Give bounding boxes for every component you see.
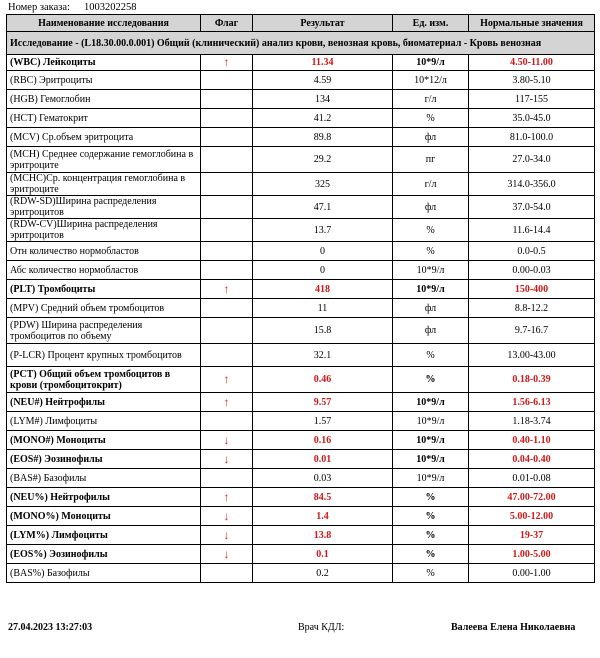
norm-range: 3.80-5.10 (469, 71, 595, 90)
norm-range: 0.04-0.40 (469, 450, 595, 469)
unit-value: % (393, 242, 469, 261)
flag-indicator (201, 242, 253, 261)
test-name: (RDW-CV)Ширина распределения эритроцитов (7, 219, 201, 242)
table-row (7, 450, 595, 469)
unit-value: 10*9/л (393, 412, 469, 431)
result-value: 84.5 (253, 488, 393, 507)
flag-indicator: ↑ (201, 488, 253, 507)
norm-range: 1.18-3.74 (469, 412, 595, 431)
header-flag: Флаг (201, 15, 253, 32)
result-value: 9.57 (253, 393, 393, 412)
flag-indicator: ↑ (201, 55, 253, 71)
table-row (7, 71, 595, 90)
doctor-label: Врач КДЛ: (298, 622, 345, 633)
flag-indicator (201, 564, 253, 583)
table-header-row (7, 15, 595, 32)
flag-indicator (201, 109, 253, 128)
flag-indicator: ↓ (201, 545, 253, 564)
norm-range: 4.50-11.00 (469, 55, 595, 71)
test-name: (BAS#) Базофилы (7, 469, 201, 488)
unit-value: % (393, 545, 469, 564)
flag-indicator: ↓ (201, 431, 253, 450)
flag-indicator (201, 90, 253, 109)
table-row (7, 128, 595, 147)
report-datetime: 27.04.2023 13:27:03 (8, 622, 93, 633)
flag-indicator (201, 173, 253, 196)
table-row (7, 173, 595, 196)
result-value: 1.57 (253, 412, 393, 431)
unit-value: 10*9/л (393, 431, 469, 450)
unit-value: % (393, 109, 469, 128)
flag-indicator (201, 71, 253, 90)
norm-range: 0.00-0.03 (469, 261, 595, 280)
table-row (7, 55, 595, 71)
norm-range: 314.0-356.0 (469, 173, 595, 196)
section-title: Исследование - (L18.30.00.0.001) Общий (клинический) анализ крови, венозная кровь, биоматериал - Кровь венозная (7, 32, 595, 55)
result-value: 32.1 (253, 344, 393, 367)
test-name: Абс количество нормобластов (7, 261, 201, 280)
unit-value: 10*9/л (393, 55, 469, 71)
table-row (7, 242, 595, 261)
result-value: 0.46 (253, 367, 393, 393)
test-name: (HGB) Гемоглобин (7, 90, 201, 109)
result-value: 0.03 (253, 469, 393, 488)
test-name: (LYM#) Лимфоциты (7, 412, 201, 431)
table-row (7, 526, 595, 545)
norm-range: 81.0-100.0 (469, 128, 595, 147)
result-value: 89.8 (253, 128, 393, 147)
result-value: 0.01 (253, 450, 393, 469)
result-value: 418 (253, 280, 393, 299)
norm-range: 13.00-43.00 (469, 344, 595, 367)
table-row (7, 431, 595, 450)
result-value: 0.16 (253, 431, 393, 450)
unit-value: фл (393, 318, 469, 344)
flag-indicator (201, 219, 253, 242)
test-name: (MCH) Среднее содержание гемоглобина в эритроците (7, 147, 201, 173)
flag-indicator (201, 128, 253, 147)
result-value: 325 (253, 173, 393, 196)
norm-range: 0.18-0.39 (469, 367, 595, 393)
norm-range: 27.0-34.0 (469, 147, 595, 173)
doctor-name: Валеева Елена Николаевна (451, 622, 576, 633)
norm-range: 9.7-16.7 (469, 318, 595, 344)
order-label: Номер заказа: (8, 2, 70, 13)
norm-range: 1.56-6.13 (469, 393, 595, 412)
test-name: (RBC) Эритроциты (7, 71, 201, 90)
table-row (7, 196, 595, 219)
table-row (7, 109, 595, 128)
table-row (7, 280, 595, 299)
flag-indicator (201, 469, 253, 488)
table-row (7, 367, 595, 393)
result-value: 11 (253, 299, 393, 318)
test-name: (P-LCR) Процент крупных тромбоцитов (7, 344, 201, 367)
result-value: 13.8 (253, 526, 393, 545)
flag-indicator: ↓ (201, 450, 253, 469)
flag-indicator: ↑ (201, 367, 253, 393)
norm-range: 0.01-0.08 (469, 469, 595, 488)
unit-value: % (393, 367, 469, 393)
flag-indicator (201, 412, 253, 431)
test-name: (PCT) Общий объем тромбоцитов в крови (тромбоцитокрит) (7, 367, 201, 393)
order-number: 1003202258 (83, 2, 137, 13)
unit-value: фл (393, 299, 469, 318)
results-table (6, 14, 595, 583)
table-row (7, 318, 595, 344)
report-footer (0, 622, 600, 636)
unit-value: 10*12/л (393, 71, 469, 90)
flag-indicator: ↓ (201, 507, 253, 526)
result-value: 0.1 (253, 545, 393, 564)
unit-value: фл (393, 128, 469, 147)
unit-value: % (393, 564, 469, 583)
unit-value: пг (393, 147, 469, 173)
header-unit: Ед. изм. (393, 15, 469, 32)
test-name: (HCT) Гематокрит (7, 109, 201, 128)
result-value: 0 (253, 261, 393, 280)
test-name: (PLT) Тромбоциты (7, 280, 201, 299)
table-row (7, 507, 595, 526)
table-row (7, 393, 595, 412)
table-row (7, 344, 595, 367)
unit-value: г/л (393, 90, 469, 109)
table-row (7, 488, 595, 507)
norm-range: 0.40-1.10 (469, 431, 595, 450)
flag-indicator (201, 299, 253, 318)
table-row (7, 147, 595, 173)
result-value: 4.59 (253, 71, 393, 90)
result-value: 0.2 (253, 564, 393, 583)
unit-value: 10*9/л (393, 261, 469, 280)
test-name: (PDW) Ширина распределения тромбоцитов по объему (7, 318, 201, 344)
test-name: (BAS%) Базофилы (7, 564, 201, 583)
unit-value: % (393, 344, 469, 367)
test-name: (WBC) Лейкоциты (7, 55, 201, 71)
unit-value: % (393, 507, 469, 526)
result-value: 0 (253, 242, 393, 261)
test-name: (MPV) Средний объем тромбоцитов (7, 299, 201, 318)
table-row (7, 469, 595, 488)
unit-value: 10*9/л (393, 450, 469, 469)
unit-value: г/л (393, 173, 469, 196)
flag-indicator (201, 147, 253, 173)
unit-value: % (393, 526, 469, 545)
test-name: (MONO#) Моноциты (7, 431, 201, 450)
test-name: (NEU#) Нейтрофилы (7, 393, 201, 412)
flag-indicator (201, 196, 253, 219)
test-name: (MCV) Ср.объем эритроцита (7, 128, 201, 147)
section-title-row (7, 32, 595, 55)
result-value: 13.7 (253, 219, 393, 242)
test-name: (EOS%) Эозинофилы (7, 545, 201, 564)
test-name: (MONO%) Моноциты (7, 507, 201, 526)
unit-value: фл (393, 196, 469, 219)
norm-range: 8.8-12.2 (469, 299, 595, 318)
unit-value: 10*9/л (393, 280, 469, 299)
header-norm: Нормальные значения (469, 15, 595, 32)
norm-range: 0.00-1.00 (469, 564, 595, 583)
result-value: 11.34 (253, 55, 393, 71)
table-row (7, 90, 595, 109)
table-row (7, 412, 595, 431)
flag-indicator (201, 261, 253, 280)
norm-range: 5.00-12.00 (469, 507, 595, 526)
result-value: 15.8 (253, 318, 393, 344)
unit-value: 10*9/л (393, 393, 469, 412)
result-value: 1.4 (253, 507, 393, 526)
result-value: 41.2 (253, 109, 393, 128)
test-name: (EOS#) Эозинофилы (7, 450, 201, 469)
flag-indicator: ↓ (201, 526, 253, 545)
header-name: Наименование исследования (7, 15, 201, 32)
table-row (7, 545, 595, 564)
unit-value: % (393, 488, 469, 507)
norm-range: 37.0-54.0 (469, 196, 595, 219)
unit-value: 10*9/л (393, 469, 469, 488)
flag-indicator: ↑ (201, 280, 253, 299)
table-row (7, 261, 595, 280)
table-row (7, 564, 595, 583)
test-name: (NEU%) Нейтрофилы (7, 488, 201, 507)
flag-indicator (201, 318, 253, 344)
header-result: Результат (253, 15, 393, 32)
norm-range: 11.6-14.4 (469, 219, 595, 242)
norm-range: 47.00-72.00 (469, 488, 595, 507)
norm-range: 35.0-45.0 (469, 109, 595, 128)
flag-indicator (201, 344, 253, 367)
table-row (7, 299, 595, 318)
result-value: 29.2 (253, 147, 393, 173)
test-name: (LYM%) Лимфоциты (7, 526, 201, 545)
flag-indicator: ↑ (201, 393, 253, 412)
test-name: (MCHC)Ср. концентрация гемоглобина в эритроците (7, 173, 201, 196)
norm-range: 1.00-5.00 (469, 545, 595, 564)
test-name: (RDW-SD)Ширина распределения эритроцитов (7, 196, 201, 219)
norm-range: 0.0-0.5 (469, 242, 595, 261)
order-number-line (8, 1, 136, 14)
norm-range: 150-400 (469, 280, 595, 299)
result-value: 134 (253, 90, 393, 109)
test-name: Отн количество нормобластов (7, 242, 201, 261)
result-value: 47.1 (253, 196, 393, 219)
norm-range: 117-155 (469, 90, 595, 109)
table-row (7, 219, 595, 242)
unit-value: % (393, 219, 469, 242)
norm-range: 19-37 (469, 526, 595, 545)
